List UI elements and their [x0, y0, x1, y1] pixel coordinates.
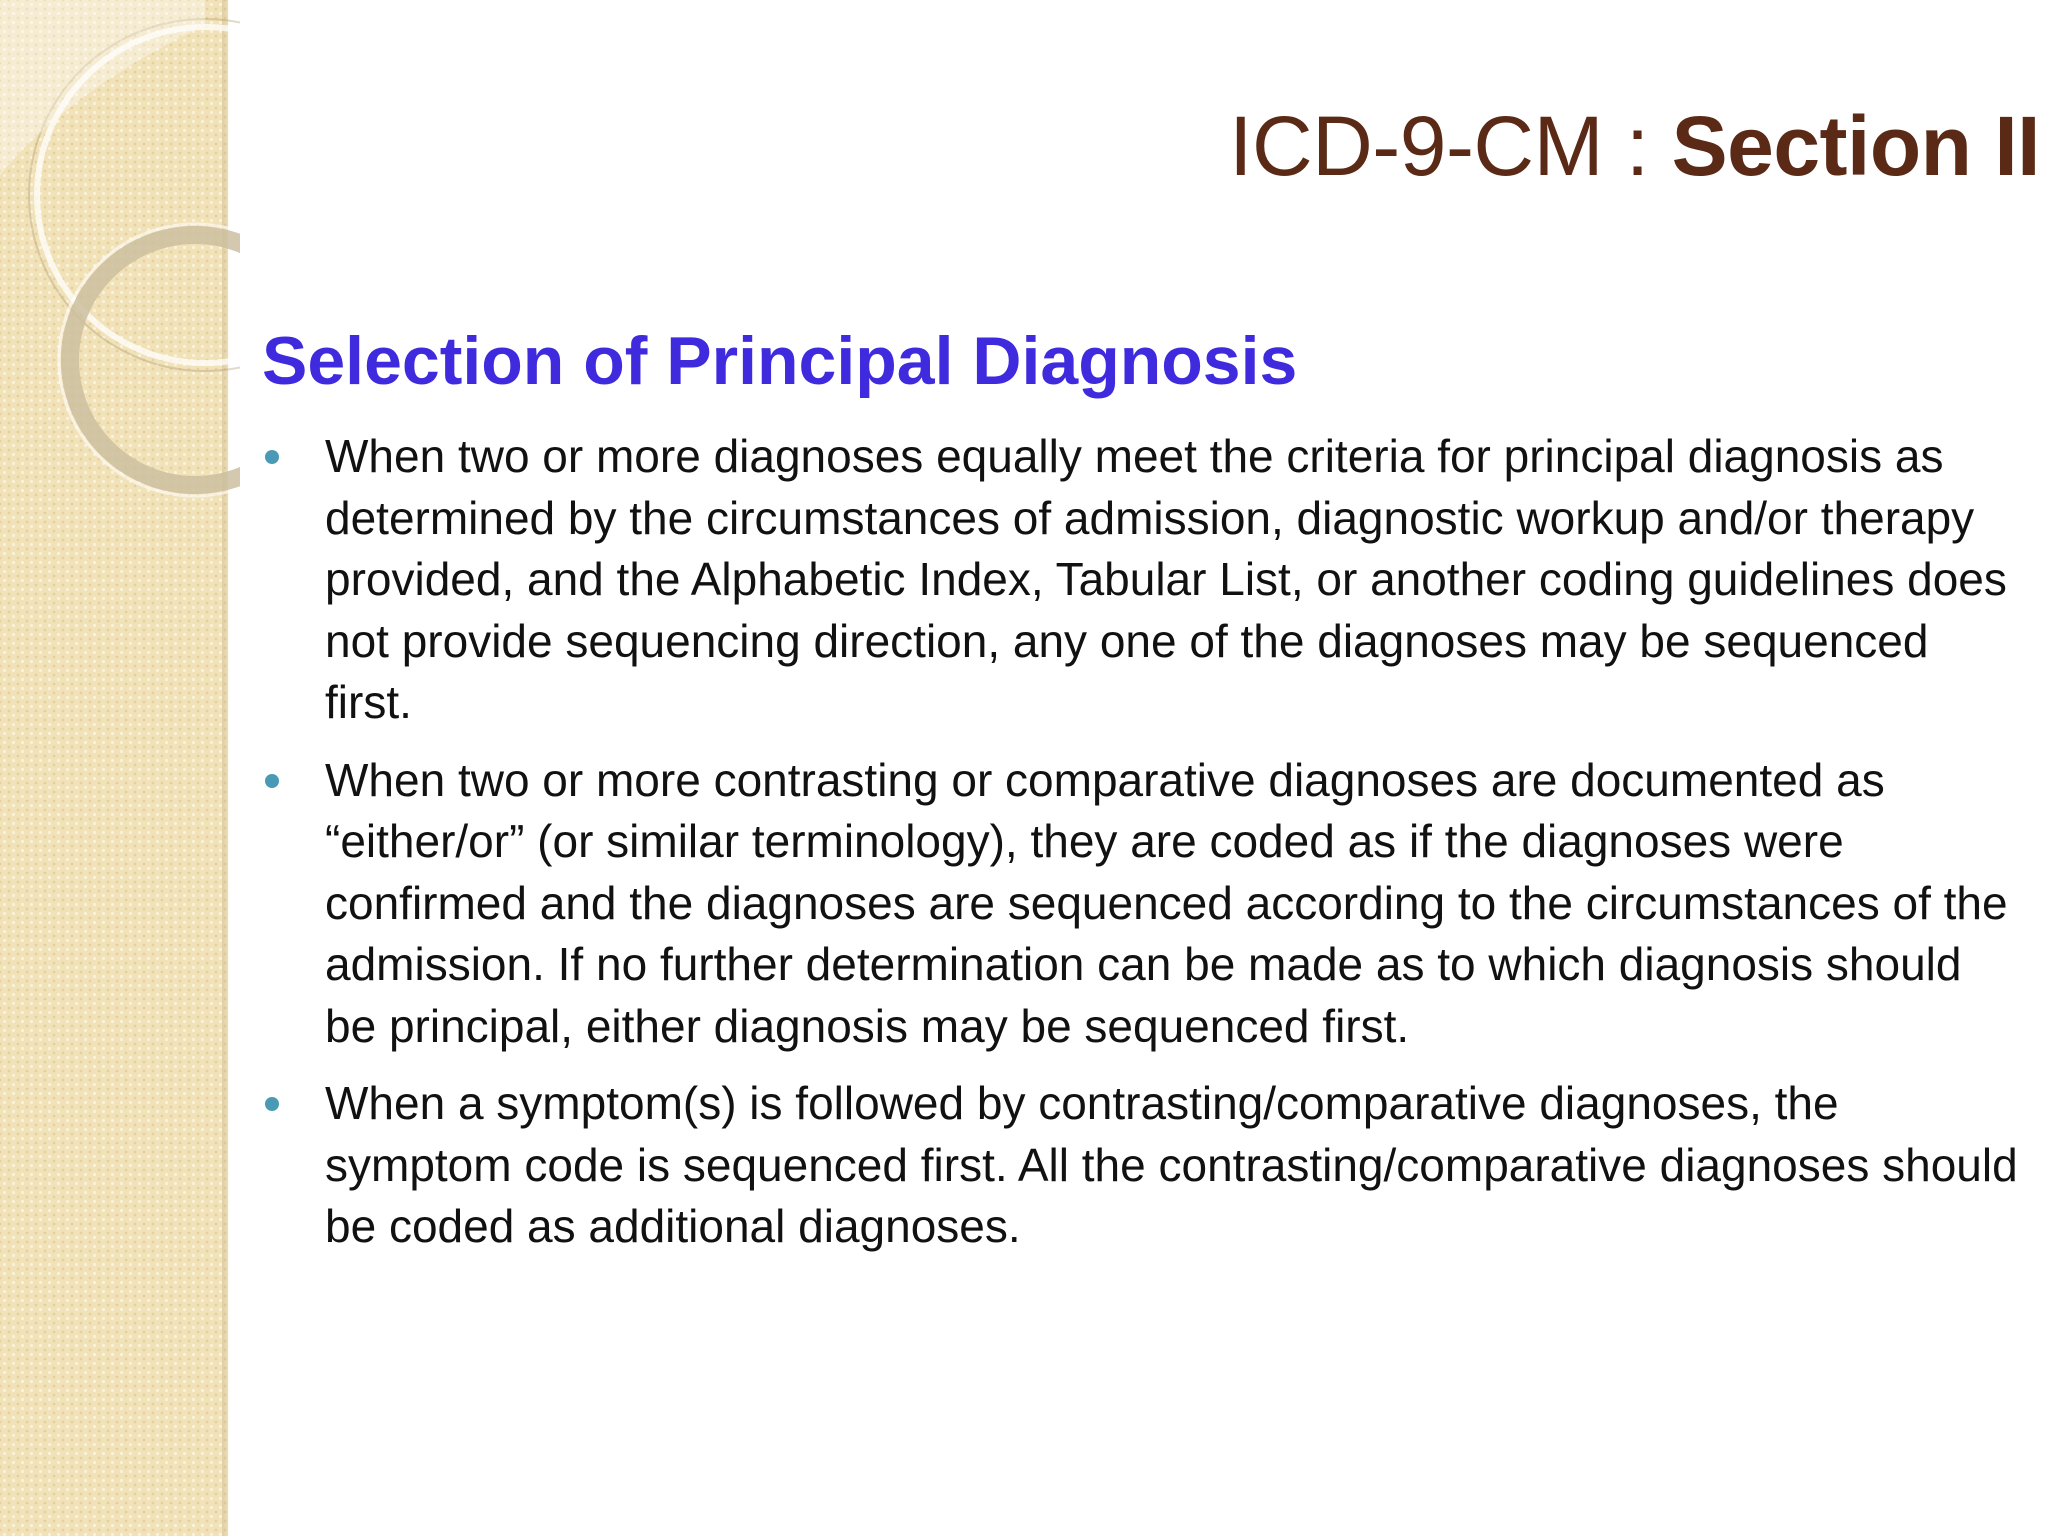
decorative-rings [0, 0, 240, 520]
bullet-text: When a symptom(s) is followed by contrasting/comparative diagnoses, the symptom code is sequenced first. All the contrasting/comparative diagnoses should be coded as additional diagnoses. [325, 1077, 2018, 1252]
bullet-dot-icon [265, 450, 279, 464]
slide-title-section: Section II [1671, 99, 2040, 193]
bullet-text: When two or more contrasting or comparative diagnoses are documented as “either/or” (or similar terminology), they are coded as if the diagnoses were confirmed and the diagnoses are sequenced according to the circumstances of the admission. If no further determination can be made as to which diagnosis should be principal, either diagnosis may be sequenced first. [325, 753, 2008, 1052]
slide-title-prefix: ICD-9-CM : [1229, 99, 1672, 193]
bullet-text: When two or more diagnoses equally meet the criteria for principal diagnosis as determined by the circumstances of admission, diagnostic workup and/or therapy provided, and the Alphabetic Index, Tabular List, or another coding guidelines does not provide sequencing direction, any one of the diagnoses may be sequenced first. [325, 430, 2007, 728]
bullet-list [262, 426, 2022, 1274]
bullet-item [262, 750, 2022, 1058]
section-heading: Selection of Principal Diagnosis [262, 323, 1298, 399]
bullet-dot-icon [265, 774, 279, 788]
slide-title [1229, 98, 2040, 195]
bullet-item [262, 1073, 2022, 1258]
bullet-dot-icon [265, 1097, 279, 1111]
bullet-item [262, 426, 2022, 734]
